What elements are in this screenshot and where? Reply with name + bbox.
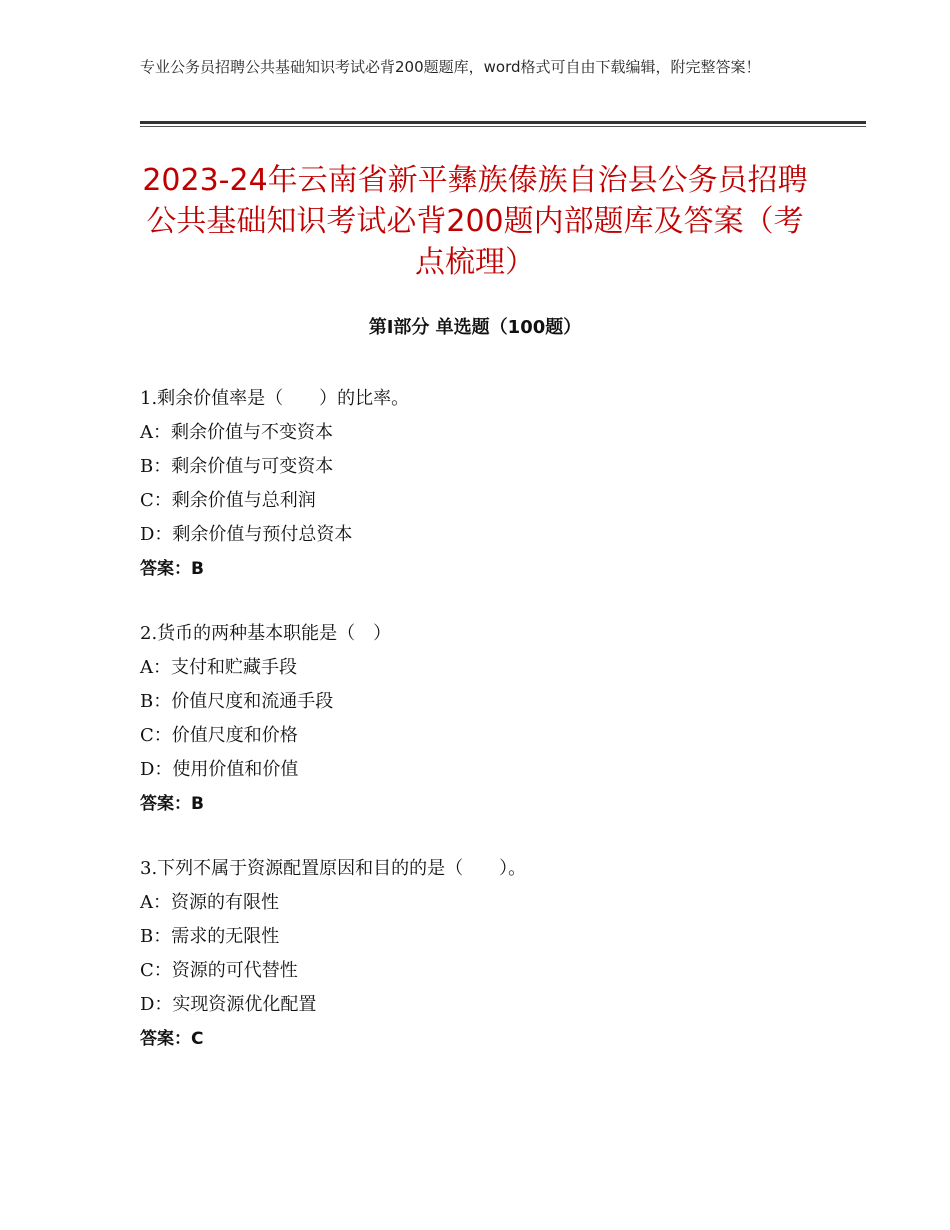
- question-1: [140, 382, 840, 586]
- header-note: 专业公务员招聘公共基础知识考试必背200题题库，word格式可自由下载编辑，附完整答案！: [140, 58, 761, 76]
- option-b: B：剩余价值与可变资本: [140, 456, 334, 477]
- option-d: D：实现资源优化配置: [140, 994, 317, 1015]
- option-c: C：剩余价值与总利润: [140, 490, 316, 511]
- section-heading: 第Ⅰ部分 单选题（100题）: [368, 317, 582, 338]
- option-a: A：支付和贮藏手段: [140, 657, 297, 678]
- answer: 答案：B: [140, 794, 204, 814]
- option-b: B：价值尺度和流通手段: [140, 691, 334, 712]
- question-stem: 1.剩余价值率是（ ）的比率。: [140, 388, 410, 409]
- answer: 答案：B: [140, 559, 204, 579]
- option-a: A：资源的有限性: [140, 892, 279, 913]
- question-3: [140, 852, 840, 1056]
- question-stem: 2.货币的两种基本职能是（ ）: [140, 623, 392, 644]
- option-d: D：剩余价值与预付总资本: [140, 524, 353, 545]
- option-c: C：价值尺度和价格: [140, 725, 298, 746]
- answer: 答案：C: [140, 1029, 204, 1049]
- header-rule-thin: [140, 126, 866, 127]
- question-2: [140, 617, 840, 821]
- option-b: B：需求的无限性: [140, 926, 280, 947]
- header-rule-thick: [140, 121, 866, 124]
- option-d: D：使用价值和价值: [140, 759, 299, 780]
- question-list: [140, 382, 840, 1087]
- question-stem: 3.下列不属于资源配置原因和目的的是（ ）。: [140, 858, 527, 879]
- document-title: 2023-24年云南省新平彝族傣族自治县公务员招聘公共基础知识考试必背200题内部题库及答案（考点梳理）: [142, 163, 808, 280]
- option-a: A：剩余价值与不变资本: [140, 422, 333, 443]
- option-c: C：资源的可代替性: [140, 960, 298, 981]
